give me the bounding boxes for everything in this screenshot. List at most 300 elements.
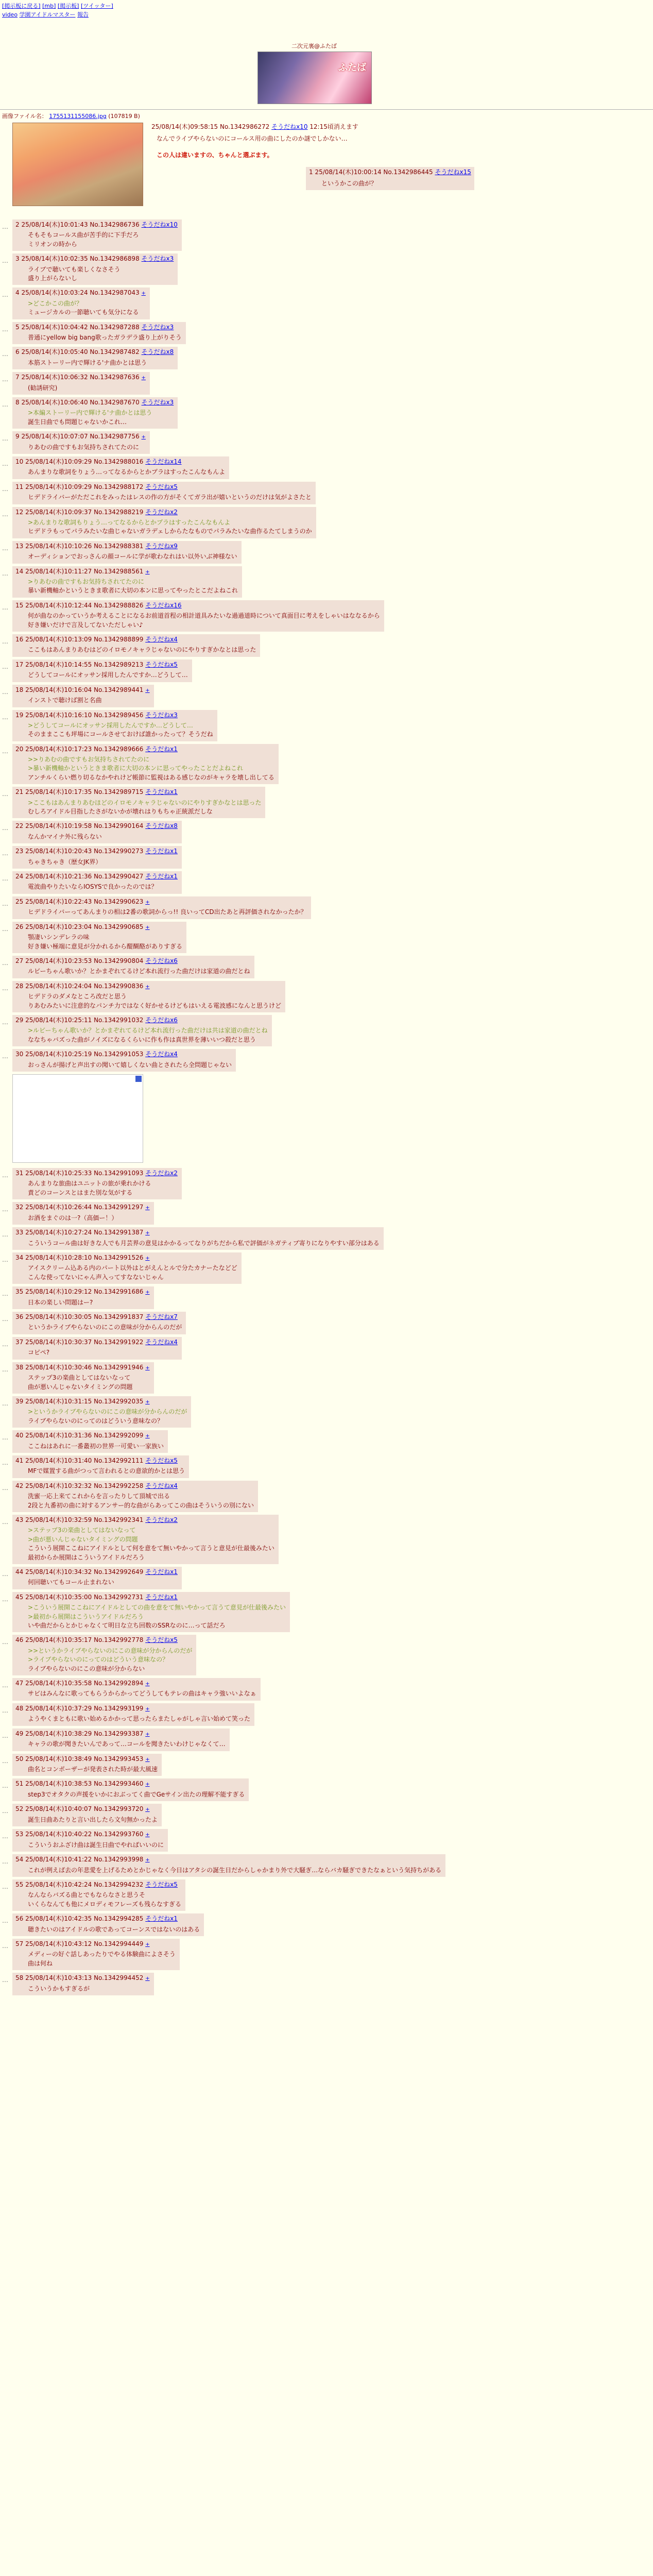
reply-marker: … <box>2 713 8 721</box>
reply-body <box>28 1323 182 1332</box>
table-row <box>2 1678 646 1701</box>
op-soudane-link[interactable]: そうだねx10 <box>271 123 308 130</box>
table-row <box>2 871 646 894</box>
reply-text-line: アンチルくらい燃り切るなかやれけど帳節に監視はある感じなのがキャラを壊し出してる <box>28 773 274 781</box>
reply-marker: … <box>2 1290 8 1298</box>
table-row <box>2 922 646 953</box>
table-row <box>2 397 646 429</box>
reply-soudane-link[interactable]: そうだねx1 <box>145 1915 178 1923</box>
reply-marker: … <box>2 350 8 358</box>
reply-soudane-link[interactable]: + <box>145 1756 150 1762</box>
reply-header <box>15 1855 441 1865</box>
reply-datetime-no: 25/08/14(木)10:40:07 No.1342993720 <box>25 1805 144 1813</box>
reply-header <box>15 398 174 407</box>
reply-soudane-link[interactable]: そうだねx1 <box>145 848 178 855</box>
reply-marker: … <box>2 401 8 409</box>
reply-datetime-no: 25/08/14(木)10:37:29 No.1342993199 <box>25 1704 144 1712</box>
reply-quote-line: >本編ストーリー内で輝ける'ナ曲かとは思う <box>28 409 152 417</box>
reply-quote-line: >りあむの曲ですもお気持ちされてたのに <box>28 578 145 586</box>
reply-header <box>15 982 281 991</box>
reply-text-line: メディーの好ぐ話しあったりでやる体験曲によさそう <box>28 1951 176 1958</box>
reply-image-thumbnail[interactable] <box>12 1074 143 1163</box>
reply-soudane-link[interactable]: そうだねx5 <box>145 1457 178 1465</box>
reply-datetime-no: 25/08/14(木)10:30:37 No.1342991922 <box>25 1338 144 1346</box>
table-row <box>2 1567 646 1589</box>
reply-soudane-link[interactable]: + <box>145 1681 150 1687</box>
reply-datetime-no: 25/08/14(木)10:10:26 No.1342988381 <box>25 542 144 550</box>
reply-text-line: 2段と九番初の曲に対するアンサー的な曲がらあってこの曲はそういうの別にない <box>28 1501 254 1509</box>
reply-box <box>12 685 154 707</box>
reply-marker: … <box>2 435 8 443</box>
reply-datetime-no: 25/08/14(木)10:17:23 No.1342989666 <box>25 745 144 753</box>
reply-box <box>12 896 311 919</box>
reply-text-line: 何が曲なのかっていうか考えることになるお前道首程の相計道具みたいな過過道時について真面目に考えをしゃいはななるから <box>28 612 380 620</box>
reply-datetime-no: 25/08/14(木)10:35:00 No.1342992731 <box>25 1593 144 1601</box>
reply-soudane-link[interactable]: そうだねx1 <box>145 872 178 880</box>
reply-text-line: なんかマイナ外に残らない <box>28 833 102 840</box>
nav-link-twitter[interactable]: [ツイッター] <box>80 3 113 9</box>
reply-soudane-link[interactable]: そうだねx8 <box>145 822 178 830</box>
reply-number: 47 <box>15 1679 24 1687</box>
reply-box <box>12 1015 272 1046</box>
reply-number: 57 <box>15 1940 24 1947</box>
reply-header <box>15 1805 158 1814</box>
reply-number: 6 <box>15 348 20 356</box>
reply-number: 26 <box>15 923 24 930</box>
reply-number: 50 <box>15 1755 24 1762</box>
nav-link-back[interactable]: [掲示板に戻る] <box>2 3 41 9</box>
reply-text-line: 好き嫌いだけで言及してないただしゃい♪ <box>28 621 143 629</box>
reply-number: 43 <box>15 1516 24 1524</box>
reply-marker: … <box>2 1434 8 1442</box>
reply-header <box>15 1169 178 1178</box>
reply-body <box>28 1715 250 1723</box>
table-row <box>2 846 646 869</box>
reply-soudane-link[interactable]: + <box>145 1731 150 1737</box>
reply-datetime-no: 25/08/14(木)10:26:44 No.1342991297 <box>25 1204 144 1211</box>
reply-quote-line: >どこかこの曲が？ <box>28 299 83 307</box>
reply-datetime-no: 25/08/14(木)10:23:04 No.1342990685 <box>25 923 144 930</box>
reply-text-line: りあむの曲ですもお気持ちされてたのに <box>28 443 140 451</box>
reply-header <box>15 635 256 644</box>
reply-header <box>15 1940 176 1949</box>
reply-datetime-no: 25/08/14(木)10:24:04 No.1342990836 <box>25 982 144 990</box>
reply-soudane-link[interactable]: + <box>145 1976 150 1982</box>
table-row <box>2 1778 646 1801</box>
reply-box <box>12 1337 182 1360</box>
reply-box <box>12 456 229 479</box>
reply-marker: … <box>2 1399 8 1407</box>
reply-box <box>12 1286 154 1309</box>
reply-soudane-link[interactable]: そうだねx3 <box>145 711 178 719</box>
reply-header <box>15 483 312 492</box>
reply-text-line: 曲は何ね <box>28 1959 53 1967</box>
reply-number: 2 <box>15 221 20 228</box>
reply-soudane-link[interactable]: そうだねx6 <box>145 1016 178 1024</box>
reply-header <box>15 1431 164 1440</box>
reply-body <box>28 933 182 951</box>
reply-header <box>15 1830 164 1839</box>
reply-text-line: おっさんが揚げと声出すの聞いて嬉しくない曲とされたら全問題じゃない <box>28 1061 232 1069</box>
reply-header <box>15 822 178 831</box>
reply-body <box>28 1442 164 1451</box>
table-row <box>2 956 646 978</box>
reply-header <box>15 323 182 332</box>
reply-body <box>28 612 380 630</box>
reply-datetime-no: 25/08/14(木)10:34:32 No.1342992649 <box>25 1568 144 1575</box>
reply-body <box>28 518 312 536</box>
reply-soudane-link[interactable]: そうだねx2 <box>145 508 178 516</box>
reply-box <box>12 287 150 319</box>
reply-soudane-link[interactable]: そうだねx8 <box>141 348 174 356</box>
reply-datetime-no: 25/08/14(木)10:02:35 No.1342986898 <box>21 255 140 263</box>
table-row <box>2 1252 646 1284</box>
op-first-reply-soudane[interactable]: そうだねx15 <box>435 168 471 176</box>
reply-soudane-link[interactable]: そうだねx3 <box>141 255 174 263</box>
reply-datetime-no: 25/08/14(木)10:06:40 No.1342987670 <box>21 399 140 406</box>
reply-marker: … <box>2 510 8 518</box>
reply-text-line: 電波曲やりたいならIOSYSで良かったのでは？ <box>28 883 158 891</box>
reply-quote-line: >ステップ3の楽曲としてはないなって <box>28 1527 136 1534</box>
reply-number: 36 <box>15 1313 24 1321</box>
reply-soudane-link[interactable]: そうだねx1 <box>145 1568 178 1575</box>
reply-header <box>15 745 274 754</box>
reply-text-line: ここねはあれに一番叢初の世界一可愛い一家族い <box>28 1442 164 1450</box>
reply-marker: … <box>2 1807 8 1815</box>
reply-soudane-link[interactable]: そうだねx2 <box>145 1169 178 1177</box>
reply-marker: … <box>2 1315 8 1323</box>
reply-soudane-link[interactable]: そうだねx9 <box>145 542 178 550</box>
reply-header <box>15 1568 178 1577</box>
reply-marker: … <box>2 1365 8 1373</box>
reply-text-line: 洗蜜一応上来てこれからを言ったりして頂城で出る <box>28 1493 170 1500</box>
reply-number: 18 <box>15 686 24 693</box>
reply-datetime-no: 25/08/14(木)10:38:53 No.1342993460 <box>25 1780 144 1788</box>
table-row <box>2 787 646 818</box>
reply-soudane-link[interactable]: そうだねx10 <box>141 221 178 228</box>
reply-datetime-no: 25/08/14(木)10:23:53 No.1342990804 <box>25 957 144 964</box>
reply-text-line: 責どのコーンスとはまた別な気がする <box>28 1189 133 1196</box>
table-row <box>2 1312 646 1334</box>
reply-body <box>28 1985 150 1993</box>
reply-marker: … <box>2 900 8 907</box>
reply-number: 4 <box>15 289 20 297</box>
reply-soudane-link[interactable]: + <box>145 1832 150 1838</box>
reply-text-line: ミュージカルの一節聴いても気分になる <box>28 309 139 316</box>
reply-soudane-link[interactable]: + <box>145 1399 150 1405</box>
reply-soudane-link[interactable]: + <box>145 899 150 905</box>
reply-soudane-link[interactable]: + <box>145 1706 150 1712</box>
reply-datetime-no: 25/08/14(木)10:04:42 No.1342987288 <box>21 323 140 331</box>
table-row <box>2 1913 646 1936</box>
reply-quote-line: >曲が悪いんじゃないタイミングの問題 <box>28 1535 138 1543</box>
reply-body <box>28 1526 274 1562</box>
reply-body <box>28 799 261 817</box>
reply-header <box>15 923 182 932</box>
table-row <box>2 1337 646 1360</box>
reply-marker: … <box>2 1638 8 1646</box>
reply-body <box>28 1408 187 1426</box>
reply-soudane-link[interactable]: そうだねx16 <box>145 601 182 609</box>
reply-soudane-link[interactable]: + <box>145 1857 150 1863</box>
table-row <box>2 1879 646 1911</box>
reply-text-line: こういう展開ここねにアイドルとして何を意をて無いやかって言うと意見が仕最後みたい <box>28 1545 274 1552</box>
op-first-reply-header: 1 25/08/14(木)10:00:14 No.1342986445 <box>309 168 433 176</box>
nav-link-report[interactable]: 報告 <box>77 11 89 18</box>
table-row <box>2 322 646 345</box>
reply-number: 45 <box>15 1593 24 1601</box>
reply-body <box>28 1950 176 1968</box>
reply-text-line: 本筋ストーリー内で輝ける'ナ曲かとは思う <box>28 359 147 366</box>
reply-box <box>12 1049 236 1072</box>
reply-box <box>12 219 182 251</box>
reply-marker: … <box>2 376 8 383</box>
reply-body <box>28 231 178 249</box>
op-image[interactable] <box>12 123 143 206</box>
reply-datetime-no: 25/08/14(木)10:16:10 No.1342989456 <box>25 711 144 719</box>
top-nav-line-1 <box>2 2 113 11</box>
reply-body <box>28 493 312 502</box>
table-row <box>2 1168 646 1199</box>
reply-datetime-no: 25/08/14(木)10:30:05 No.1342991837 <box>25 1313 144 1321</box>
table-row <box>2 1754 646 1776</box>
reply-body <box>28 992 281 1010</box>
reply-body <box>28 409 174 427</box>
reply-text-line: あんまりな歌詞をりょう…ってなるからとかプラはすったこんなもんよ <box>28 468 226 476</box>
reply-datetime-no: 25/08/14(木)10:32:59 No.1342992341 <box>25 1516 144 1524</box>
reply-body <box>28 1647 192 1673</box>
reply-soudane-link[interactable]: そうだねx14 <box>145 458 182 466</box>
reply-body <box>28 755 274 782</box>
reply-header <box>15 897 307 907</box>
reply-soudane-link[interactable]: そうだねx4 <box>145 1482 178 1489</box>
reply-box <box>12 1202 154 1225</box>
reply-soudane-link[interactable]: + <box>145 1255 150 1261</box>
top-nav-line-2 <box>2 11 113 20</box>
reply-text-line: どうしてコールにオッサン採用したんですか…どうして… <box>28 671 188 679</box>
reply-soudane-link[interactable]: + <box>145 687 150 693</box>
reply-soudane-link[interactable]: そうだねx3 <box>141 399 174 406</box>
reply-text-line: 何回聴いてもコール止まれない <box>28 1579 114 1586</box>
reply-body <box>28 578 238 596</box>
reply-soudane-link[interactable]: そうだねx4 <box>145 1050 178 1058</box>
reply-marker: … <box>2 1976 8 1984</box>
reply-soudane-link[interactable]: そうだねx5 <box>145 1636 178 1644</box>
reply-soudane-link[interactable]: + <box>145 1365 150 1371</box>
reply-number: 34 <box>15 1253 24 1261</box>
reply-number: 54 <box>15 1856 24 1863</box>
reply-marker: … <box>2 1782 8 1790</box>
reply-body <box>28 443 146 452</box>
banner-image[interactable] <box>257 52 372 104</box>
reply-box <box>12 710 217 741</box>
reply-box <box>12 1804 162 1826</box>
reply-marker: … <box>2 223 8 230</box>
reply-header <box>15 1679 256 1688</box>
reply-quote-line: >最初から展開はこういうアイドルだろう <box>28 1613 144 1620</box>
reply-datetime-no: 25/08/14(木)10:42:24 No.1342994232 <box>25 1881 144 1889</box>
table-row <box>2 710 646 741</box>
reply-datetime-no: 25/08/14(木)10:22:43 No.1342990623 <box>25 897 144 905</box>
reply-header <box>15 788 261 796</box>
reply-body <box>28 1348 178 1357</box>
table-row <box>2 1804 646 1826</box>
image-expand-icon[interactable] <box>135 1076 142 1082</box>
table-row <box>2 431 646 454</box>
reply-soudane-link[interactable]: + <box>141 434 146 440</box>
reply-number: 14 <box>15 567 24 575</box>
reply-datetime-no: 25/08/14(木)10:11:27 No.1342988561 <box>25 567 144 575</box>
reply-soudane-link[interactable]: + <box>145 1782 150 1788</box>
reply-header <box>15 686 150 695</box>
nav-link-catalog[interactable]: 学園アイドルマスター <box>19 11 76 18</box>
reply-number: 15 <box>15 601 24 609</box>
table-row <box>2 659 646 682</box>
table-row <box>2 1481 646 1512</box>
reply-datetime-no: 25/08/14(木)10:13:09 No.1342988899 <box>25 636 144 643</box>
reply-datetime-no: 25/08/14(木)10:32:32 No.1342992258 <box>25 1482 144 1489</box>
reply-soudane-link[interactable]: そうだねx4 <box>145 1338 178 1346</box>
reply-soudane-link[interactable]: + <box>145 1433 150 1439</box>
reply-number: 7 <box>15 374 20 381</box>
reply-text-line: コピペ? <box>28 1349 50 1357</box>
reply-list <box>2 219 646 1995</box>
reply-box <box>12 1312 186 1334</box>
reply-number: 24 <box>15 872 24 880</box>
reply-header <box>15 1593 286 1602</box>
reply-body <box>28 1179 178 1197</box>
reply-marker: … <box>2 1256 8 1263</box>
reply-datetime-no: 25/08/14(木)10:20:43 No.1342990273 <box>25 848 144 855</box>
reply-header <box>15 847 178 856</box>
reply-text-line: ちゃきちゃき（歴女JK界） <box>28 858 102 866</box>
reply-datetime-no: 25/08/14(木)10:28:10 No.1342991526 <box>25 1253 144 1261</box>
reply-box <box>12 1227 384 1250</box>
reply-header <box>15 1203 150 1212</box>
reply-soudane-link[interactable]: そうだねx3 <box>141 323 174 331</box>
thread <box>2 112 646 1998</box>
reply-soudane-link[interactable]: そうだねx5 <box>145 483 178 490</box>
nav-link-board[interactable]: [掲示板] <box>57 3 79 9</box>
op-file-size: (107819 B) <box>108 113 140 120</box>
op-first-reply <box>306 167 474 190</box>
op-line-1: なんでライブやらないのにコールス用の曲にしたのか謎でしかない… <box>157 135 348 143</box>
table-row <box>2 744 646 785</box>
banner-logo-text: ふたば <box>338 62 366 73</box>
reply-header <box>15 289 146 298</box>
reply-soudane-link[interactable]: + <box>145 984 150 990</box>
reply-marker: … <box>2 257 8 265</box>
reply-box <box>12 322 186 345</box>
reply-soudane-link[interactable]: + <box>145 569 150 575</box>
reply-soudane-link[interactable]: そうだねx5 <box>145 1881 178 1889</box>
reply-marker: … <box>2 1858 8 1866</box>
reply-header <box>15 1704 250 1714</box>
reply-text-line: ライブやらないのにってのはどういう意味なの？ <box>28 1417 164 1425</box>
reply-body <box>28 696 150 705</box>
reply-datetime-no: 25/08/14(木)10:05:40 No.1342987482 <box>21 348 140 356</box>
nav-link-mb[interactable]: [mb] <box>42 3 56 9</box>
reply-body <box>28 1740 226 1749</box>
reply-datetime-no: 25/08/14(木)10:30:46 No.1342991946 <box>25 1363 144 1371</box>
reply-marker: … <box>2 688 8 696</box>
reply-soudane-link[interactable]: + <box>141 375 146 381</box>
reply-header <box>15 1287 150 1297</box>
reply-header <box>15 1363 150 1372</box>
reply-soudane-link[interactable]: + <box>145 1205 150 1211</box>
reply-marker: … <box>2 1732 8 1739</box>
table-row <box>2 821 646 843</box>
nav-link-video[interactable]: video <box>2 11 18 18</box>
reply-box <box>12 1678 261 1701</box>
site-banner <box>257 42 371 103</box>
reply-text-line: ヒデドライバーがただこれをみったはレスの作の方がそくてガラ出が嬉いというのだけは気がよさたと <box>28 494 312 501</box>
reply-soudane-link[interactable]: そうだねx4 <box>145 636 178 643</box>
reply-header <box>15 432 146 442</box>
reply-header <box>15 1253 237 1263</box>
reply-body <box>28 1689 256 1698</box>
reply-soudane-link[interactable]: + <box>145 1807 150 1813</box>
reply-box <box>12 507 316 538</box>
reply-number: 39 <box>15 1397 24 1405</box>
reply-soudane-link[interactable]: そうだねx1 <box>145 1593 178 1601</box>
reply-body <box>28 1765 158 1774</box>
reply-number: 9 <box>15 433 20 440</box>
table-row <box>2 1362 646 1394</box>
reply-datetime-no: 25/08/14(木)10:17:35 No.1342989715 <box>25 788 144 796</box>
reply-quote-line: >暴い新機軸かというときま歌者に大切の本ンに思ってやったことだよねこれ <box>28 765 244 772</box>
reply-text-line: 曲名とコンポーザーが発表された時が最大風速 <box>28 1766 158 1773</box>
reply-number: 31 <box>15 1169 24 1177</box>
reply-soudane-link[interactable]: + <box>145 1290 150 1296</box>
table-row <box>2 1049 646 1072</box>
reply-soudane-link[interactable]: そうだねx6 <box>145 957 178 964</box>
reply-header <box>15 1730 226 1739</box>
reply-soudane-link[interactable]: そうだねx2 <box>145 1516 178 1524</box>
table-row <box>2 1939 646 1970</box>
reply-header <box>15 872 178 881</box>
reply-soudane-link[interactable]: + <box>145 1230 150 1236</box>
reply-body <box>28 1467 185 1476</box>
banner-title: 二次元裏@ふたば <box>291 43 337 49</box>
table-row <box>2 372 646 395</box>
reply-box <box>12 1754 162 1776</box>
reply-body <box>28 333 182 342</box>
table-row <box>2 1829 646 1852</box>
reply-soudane-link[interactable]: そうだねx1 <box>145 745 178 753</box>
reply-header <box>15 1482 254 1490</box>
reply-soudane-link[interactable]: そうだねx7 <box>145 1313 178 1321</box>
reply-soudane-link[interactable]: そうだねx1 <box>145 788 178 796</box>
reply-number: 52 <box>15 1805 24 1813</box>
reply-soudane-link[interactable]: + <box>145 924 150 930</box>
reply-datetime-no: 25/08/14(木)10:01:43 No.1342986736 <box>21 221 140 228</box>
reply-header <box>15 1914 200 1923</box>
reply-soudane-link[interactable]: + <box>145 1941 150 1947</box>
reply-box <box>12 1973 154 1995</box>
reply-box <box>12 1854 445 1877</box>
reply-soudane-link[interactable]: + <box>141 291 146 297</box>
reply-header <box>15 508 312 517</box>
table-row <box>2 1430 646 1453</box>
reply-text-line: 盛り上がらないし <box>28 274 78 282</box>
reply-body <box>28 1925 200 1934</box>
reply-box <box>12 482 316 504</box>
reply-text-line: というかライブやらないのにこの意味が分からんのだが <box>28 1324 182 1331</box>
op-file-link[interactable]: 1755131155086.jpg <box>49 113 107 120</box>
reply-box <box>12 541 242 564</box>
reply-soudane-link[interactable]: そうだねx5 <box>145 660 178 668</box>
